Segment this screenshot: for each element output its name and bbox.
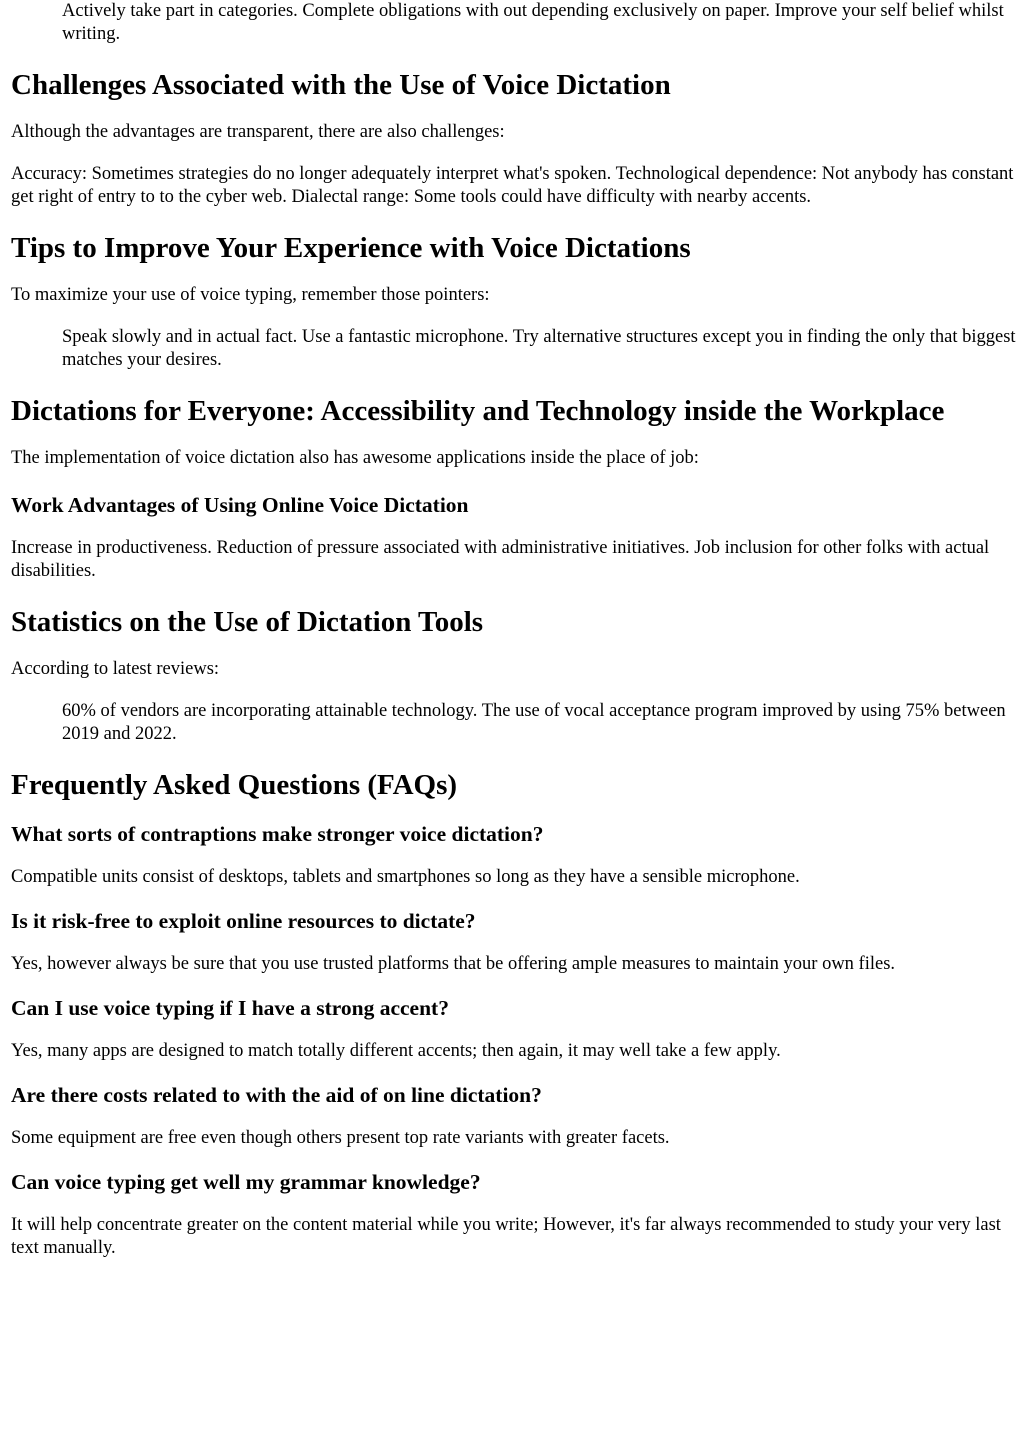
tips-quote-text: Speak slowly and in actual fact. Use a fantastic microphone. Try alternative structures except you in finding the only that biggest matches your desires. (62, 327, 1016, 370)
faq-question: Can voice typing get well my grammar knowledge? (11, 1170, 481, 1194)
workplace-heading: Dictations for Everyone: Accessibility and Technology inside the Workplace (11, 395, 945, 427)
tips-section (11, 231, 1016, 372)
faq-question: Can I use voice typing if I have a strong accent? (11, 996, 449, 1020)
statistics-section (11, 605, 1016, 746)
statistics-quote (11, 700, 1016, 746)
faq-item (11, 1169, 1016, 1260)
workplace-body: Increase in productiveness. Reduction of pressure associated with administrative initiatives. Job inclusion for other folks with actual disabilities. (11, 538, 990, 581)
intro-quote-text: Actively take part in categories. Complete obligations with out depending exclusively on paper. Improve your self belief whilst writing. (62, 1, 1004, 44)
faq-answer: Yes, many apps are designed to match totally different accents; then again, it may well take a few apply. (11, 1041, 781, 1061)
faq-question: Is it risk-free to exploit online resources to dictate? (11, 909, 476, 933)
faq-section (11, 768, 1016, 1260)
faq-answer: Some equipment are free even though others present top rate variants with greater facets. (11, 1128, 670, 1148)
intro-quote (11, 0, 1016, 46)
workplace-section (11, 394, 1016, 583)
workplace-lead: The implementation of voice dictation also has awesome applications inside the place of job: (11, 448, 699, 468)
faq-item (11, 995, 1016, 1063)
challenges-section (11, 68, 1016, 209)
faq-answer: Yes, however always be sure that you use trusted platforms that be offering ample measures to maintain your own files. (11, 954, 896, 974)
faq-item (11, 821, 1016, 889)
challenges-heading: Challenges Associated with the Use of Voice Dictation (11, 69, 671, 101)
tips-lead: To maximize your use of voice typing, remember those pointers: (11, 285, 490, 305)
faq-item (11, 908, 1016, 976)
faq-answer: It will help concentrate greater on the content material while you write; However, it's far always recommended to study your very last text manually. (11, 1215, 1001, 1258)
tips-heading: Tips to Improve Your Experience with Voice Dictations (11, 232, 691, 264)
faq-answer: Compatible units consist of desktops, tablets and smartphones so long as they have a sensible microphone. (11, 867, 800, 887)
workplace-subheading: Work Advantages of Using Online Voice Dictation (11, 493, 469, 517)
statistics-heading: Statistics on the Use of Dictation Tools (11, 606, 484, 638)
challenges-lead: Although the advantages are transparent, there are also challenges: (11, 122, 505, 142)
tips-quote (11, 326, 1016, 372)
faq-heading: Frequently Asked Questions (FAQs) (11, 769, 458, 801)
faq-question: Are there costs related to with the aid of on line dictation? (11, 1083, 542, 1107)
statistics-quote-text: 60% of vendors are incorporating attainable technology. The use of vocal acceptance program improved by using 75% between 2019 and 2022. (62, 701, 1006, 744)
faq-item (11, 1082, 1016, 1150)
faq-question: What sorts of contraptions make stronger voice dictation? (11, 822, 544, 846)
challenges-body: Accuracy: Sometimes strategies do no longer adequately interpret what's spoken. Technological dependence: Not anybody has constant get right of entry to to the cyber web. Dialectal range: Some tools could have difficulty with nearby accents. (11, 164, 1014, 207)
statistics-lead: According to latest reviews: (11, 659, 220, 679)
